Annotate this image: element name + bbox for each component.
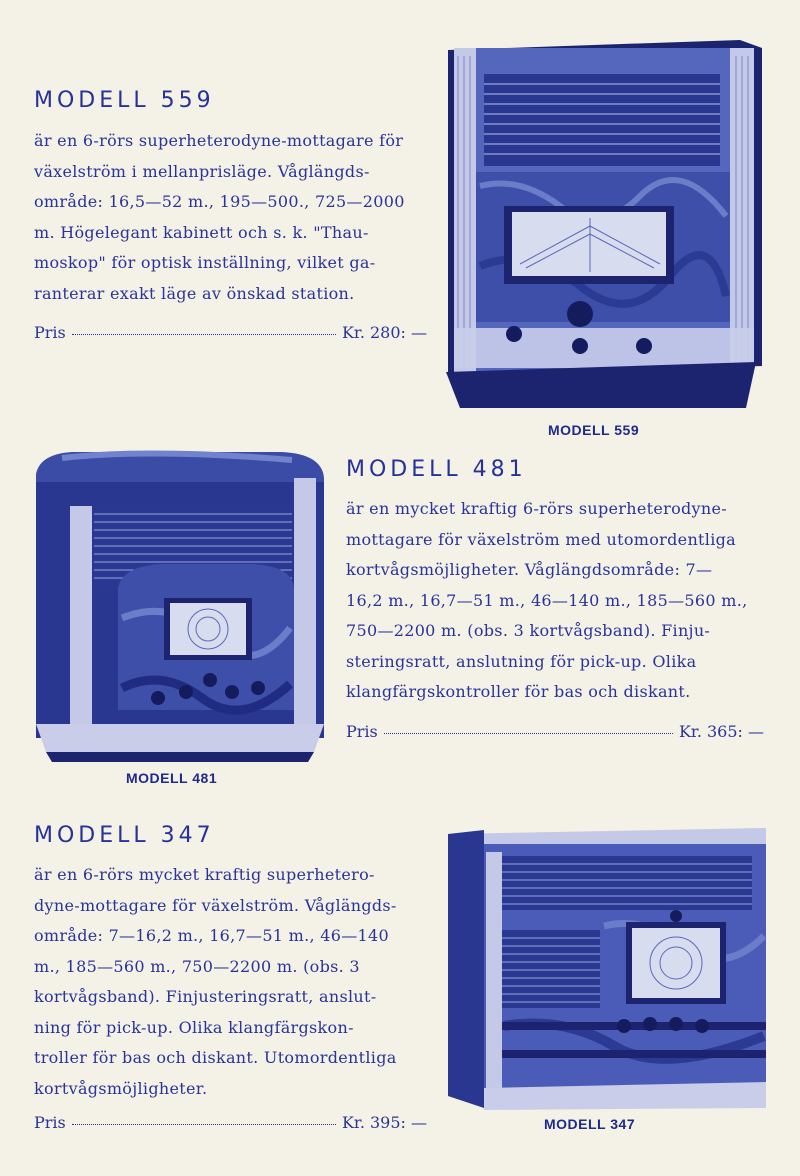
price-leader-dots <box>384 732 673 734</box>
desc-line: område: 7—16,2 m., 16,7—51 m., 46—140 <box>34 926 389 945</box>
price-label: Pris <box>34 1113 66 1132</box>
price-value: Kr. 395: — <box>341 1113 427 1132</box>
desc-line: 750—2200 m. (obs. 3 kortvågsband). Finju- <box>346 621 711 640</box>
price-label: Pris <box>346 722 378 741</box>
price-leader-dots <box>72 333 336 335</box>
price-value: Kr. 280: — <box>341 323 427 342</box>
price-leader-dots <box>72 1123 336 1125</box>
model-481-price <box>346 722 764 741</box>
model-347-price <box>34 1113 427 1132</box>
model-559-caption: MODELL 559 <box>548 422 640 438</box>
desc-line: är en 6-rörs superheterodyne-mottagare för <box>34 131 404 150</box>
price-value: Kr. 365: — <box>678 722 764 741</box>
desc-line: moskop" för optisk inställning, vilket ga- <box>34 253 376 272</box>
desc-line: kortvågsmöjligheter. Våglängdsområde: 7— <box>346 560 713 579</box>
model-347-description <box>34 860 427 1104</box>
desc-line: m., 185—560 m., 750—2200 m. (obs. 3 <box>34 956 360 976</box>
desc-line: ranterar exakt läge av önskad station. <box>34 283 355 303</box>
model-559-heading: MODELL 559 <box>34 88 215 113</box>
desc-line: dyne-mottagare för växelström. Våglängds- <box>34 895 397 915</box>
desc-line: steringsratt, anslutning för pick-up. Olika <box>346 651 697 671</box>
price-label: Pris <box>34 323 66 342</box>
desc-line: kortvågsmöjligheter. <box>34 1078 208 1098</box>
radio-481-photo-icon <box>32 448 328 766</box>
radio-559-photo-icon <box>440 36 770 414</box>
model-347-caption: MODELL 347 <box>544 1116 636 1132</box>
desc-line: område: 16,5—52 m., 195—500., 725—2000 <box>34 192 405 211</box>
desc-line: ning för pick-up. Olika klangfärgskon- <box>34 1017 354 1037</box>
model-481-caption: MODELL 481 <box>126 770 218 786</box>
desc-line: troller för bas och diskant. Utomordentliga <box>34 1048 397 1067</box>
desc-line: 16,2 m., 16,7—51 m., 46—140 m., 185—560 m., <box>346 590 748 610</box>
desc-line: klangfärgskontroller för bas och diskant. <box>346 682 691 701</box>
desc-line: är en mycket kraftig 6-rörs superheterodyne- <box>346 499 727 518</box>
model-559-price <box>34 323 427 342</box>
model-347-heading: MODELL 347 <box>34 823 215 848</box>
desc-line: m. Högelegant kabinett och s. k. "Thau- <box>34 222 369 242</box>
model-481-heading: MODELL 481 <box>346 457 527 482</box>
desc-line: växelström i mellanprisläge. Våglängds- <box>34 161 370 181</box>
desc-line: mottagare för växelström med utomordentliga <box>346 529 736 549</box>
desc-line: kortvågsband). Finjusteringsratt, anslut- <box>34 987 377 1006</box>
model-481-description <box>346 494 764 708</box>
desc-line: är en 6-rörs mycket kraftig superhetero- <box>34 865 375 884</box>
model-559-description <box>34 126 427 309</box>
radio-347-photo-icon <box>444 826 774 1112</box>
